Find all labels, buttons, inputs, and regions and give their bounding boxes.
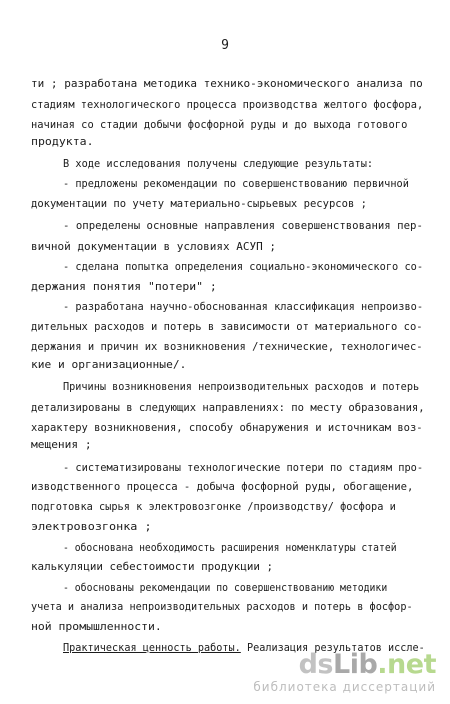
text-line: держания понятия "потери" ; <box>31 280 217 293</box>
text-line: документации по учету материально-сырьевых ресурсов ; <box>31 197 367 210</box>
text-line: вичной документации в условиях АСУП ; <box>31 240 277 253</box>
text-line: - сделана попытка определения социально-экономического со- <box>63 260 424 273</box>
watermark <box>253 650 436 694</box>
text-line: подготовка сырья к электровозгонке /производству/ фосфора и <box>31 500 396 513</box>
logo-net: .net <box>377 649 436 680</box>
text-line: калькуляции себестоимости продукции ; <box>31 560 274 573</box>
text-line: - обоснованы рекомендации по совершенствованию методики <box>63 581 388 594</box>
text-line: В ходе исследования получены следующие результаты: <box>63 157 374 170</box>
logo-lib: Lib <box>333 649 378 680</box>
dslib-logo <box>253 650 436 680</box>
section-heading: Практическая ценность работы. <box>63 641 241 654</box>
text-line: мещения ; <box>31 438 92 451</box>
text-line: - определены основные направления совершенствования пер- <box>63 219 423 232</box>
text-line: учета и анализа непроизводительных расходов и потерь в фосфор- <box>31 600 413 613</box>
text-line: ной промышленности. <box>31 620 162 633</box>
text-line: - предложены рекомендации по совершенствованию первичной <box>63 177 409 190</box>
section-text: Реализация результатов иссле- <box>240 641 425 654</box>
text-line: держания и причин их возникновения /технические, технологичес- <box>31 340 423 353</box>
page-number: 9 <box>221 38 229 53</box>
text-line: стадиям технологического процесса производства желтого фосфора, <box>31 98 424 111</box>
text-line: детализированы в следующих направлениях: по месту образования, <box>31 401 425 414</box>
text-line: начиная со стадии добычи фосфорной руды и до выхода готового <box>31 118 408 131</box>
watermark-subtitle: библиотека диссертаций <box>253 680 436 694</box>
text-line: - обоснована необходимость расширения номенклатуры статей <box>63 541 397 554</box>
text-line: изводственного процесса - добыча фосфорной руды, обогащение, <box>31 480 414 493</box>
text-line: продукта. <box>31 135 94 148</box>
text-line: - систематизированы технологические потери по стадиям про- <box>63 461 424 474</box>
text-line: характеру возникновения, способу обнаружения и источникам воз- <box>31 421 423 434</box>
text-line: - разработана научно-обоснованная классификация непроизво- <box>63 300 424 313</box>
text-line: кие и организационные/. <box>31 358 187 371</box>
text-line: Причины возникновения непроизводительных расходов и потерь <box>63 380 420 393</box>
logo-ds: ds <box>298 649 333 680</box>
text-line: дительных расходов и потерь в зависимости от материального со- <box>31 320 423 333</box>
text-line: ти ; разработана методика технико-экономического анализа по <box>31 77 423 90</box>
text-line: электровозгонка ; <box>31 520 152 533</box>
